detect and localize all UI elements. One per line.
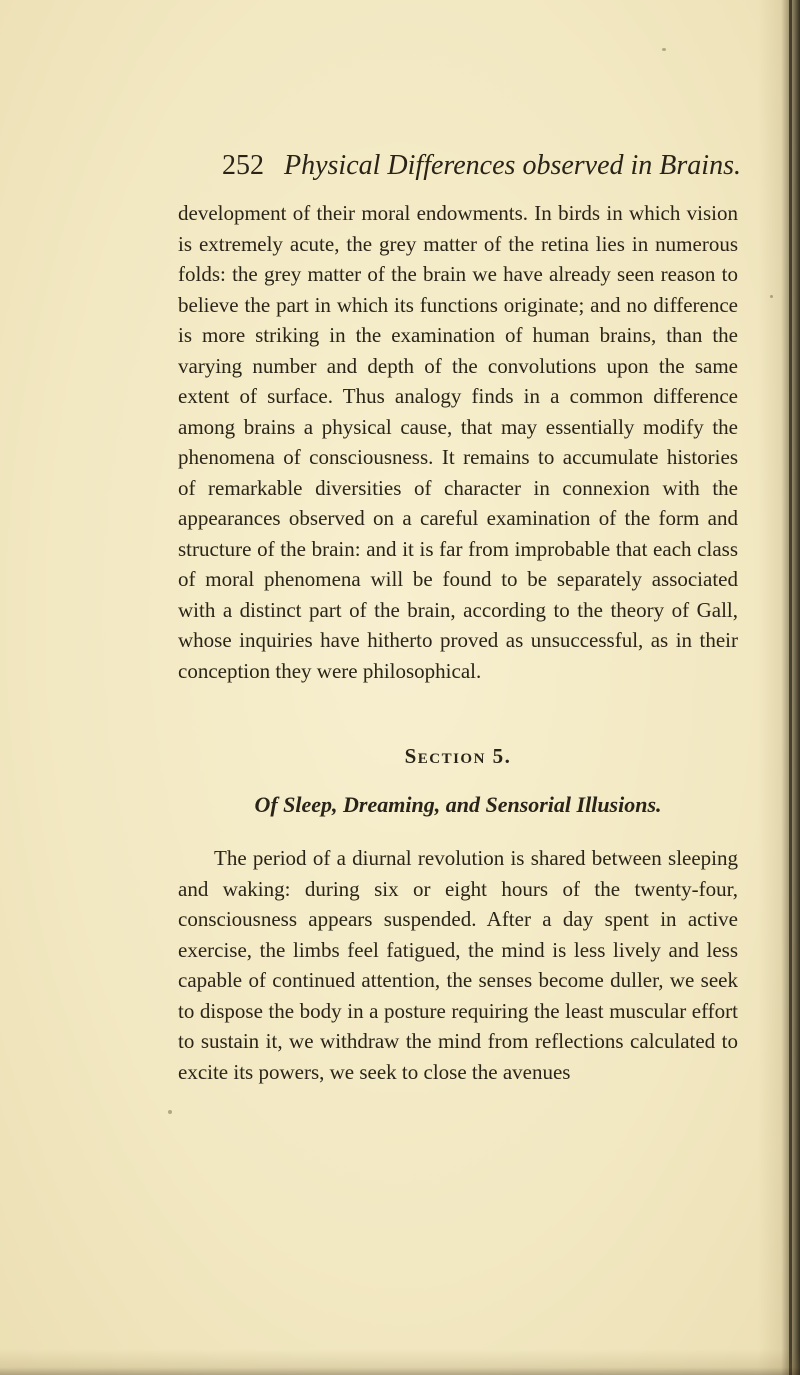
section-subtitle: Of Sleep, Dreaming, and Sensorial Illusions. [254, 792, 662, 817]
paper-speck [168, 1110, 172, 1114]
paragraph-2: The period of a diurnal revolution is shared between sleeping and waking: during six or eight hours of the twenty-four, consciousness appears suspended. After a day spent in active exercise, the limbs feel fatigued, the mind is less lively and less capable of continued attention, the senses become duller, we seek to dispose the body in a posture requiring the least muscular effort to sustain it, we withdraw the mind from reflections calculated to excite its powers, we seek to close the avenues [178, 846, 738, 1084]
page-bottom-shadow [0, 1349, 800, 1375]
page-number: 252 [222, 150, 264, 181]
paper-speck [662, 48, 666, 51]
paper-speck [770, 295, 773, 298]
running-header [222, 148, 762, 184]
paragraph-1: development of their moral endowments. In birds in which vision is extremely acute, the grey matter of the retina lies in numerous folds: the grey matter of the brain we have already seen reason to believe the part in which its functions originate; and no difference is more striking in the examination of human brains, than the varying number and depth of the convolutions upon the same extent of surface. Thus analogy finds in a common difference among brains a physical cause, that may essentially modify the phenomena of consciousness. It remains to accumulate histories of remarkable diversities of character in connexion with the appearances observed on a careful examination of the form and structure of the brain: and it is far from improbable that each class of moral phenomena will be found to be separately associated with a distinct part of the brain, according to the theory of Gall, whose inquiries have hitherto proved as unsuccessful, as in their conception they were philosophical. [178, 201, 738, 683]
running-head-title: Physical Differences observed in Brains. [284, 150, 741, 181]
section-heading: Section 5. [404, 744, 512, 768]
page-binding-shadow [758, 0, 800, 1375]
page-edge-line [789, 0, 792, 1375]
